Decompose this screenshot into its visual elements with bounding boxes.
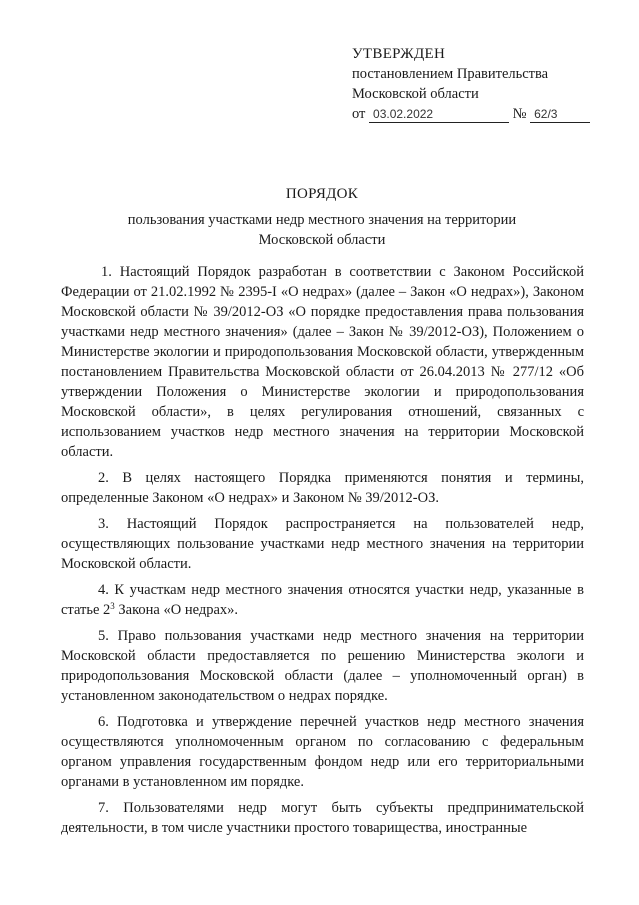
approval-number-prefix: № [512,106,527,122]
approval-number: 62/3 [530,106,590,123]
document-body [61,262,584,844]
document-title-block [60,184,584,250]
paragraph-7: 7. Пользователями недр могут быть субъекты предпринимательской деятельности, в том числе участники простого товарищества, иностранные [61,800,584,836]
document-subtitle: пользования участками недр местного значения на территории Московской области [127,212,517,248]
paragraph-3: 3. Настоящий Порядок распространяется на пользователей недр, осуществляющих пользование участками недр местного значения на территории Московской области. [61,516,584,572]
approval-line-2: Московской области [352,86,479,102]
paragraph-4-text: 4. К участкам недр местного значения относятся участки недр, указанные в статье 2 [61,582,584,618]
approval-heading: УТВЕРЖДЕН [352,46,446,62]
document-title: ПОРЯДОК [285,186,359,202]
approval-date-row [352,104,590,124]
paragraph-4-superscript: 3 [110,601,115,611]
paragraph-4 [61,580,584,620]
paragraph-5: 5. Право пользования участками недр местного значения на территории Московской области предоставляется по решению Министерства экологи и природопользования Московской области (далее – уполномоченный орган) в установленном законодательством о недрах порядке. [61,628,584,704]
approval-line-1: постановлением Правительства [352,66,549,82]
paragraph-2: 2. В целях настоящего Порядка применяются понятия и термины, определенные Законом «О недрах» и Законом № 39/2012-ОЗ. [61,470,584,506]
paragraph-1: 1. Настоящий Порядок разработан в соответствии с Законом Российской Федерации от 21.02.1992 № 2395-I «О недрах» (далее – Закон «О недрах»), Законом Московской области № 39/2012-ОЗ «О порядке предоставления права пользования участками недр местного значения» (далее – Закон № 39/2012-ОЗ), Положением о Министерстве экологии и природопользования Московской области, утвержденным постановлением Правительства Московской области от 26.04.2013 № 277/12 «Об утверждении Положения о Министерстве экологии и природопользования Московской области», в целях регулирования отношений, связанных с использованием участков недр местного значения на территории Московской области. [61,264,584,460]
approval-from-prefix: от [352,106,366,122]
approval-block [352,44,590,124]
paragraph-4-text-end: Закона «О недрах». [114,602,239,618]
approval-date: 03.02.2022 [369,106,509,123]
paragraph-6: 6. Подготовка и утверждение перечней участков недр местного значения осуществляются уполномоченным органом по согласованию с федеральным органом управления государственным фондом недр или его территориальными органами в установленном им порядке. [61,714,584,790]
